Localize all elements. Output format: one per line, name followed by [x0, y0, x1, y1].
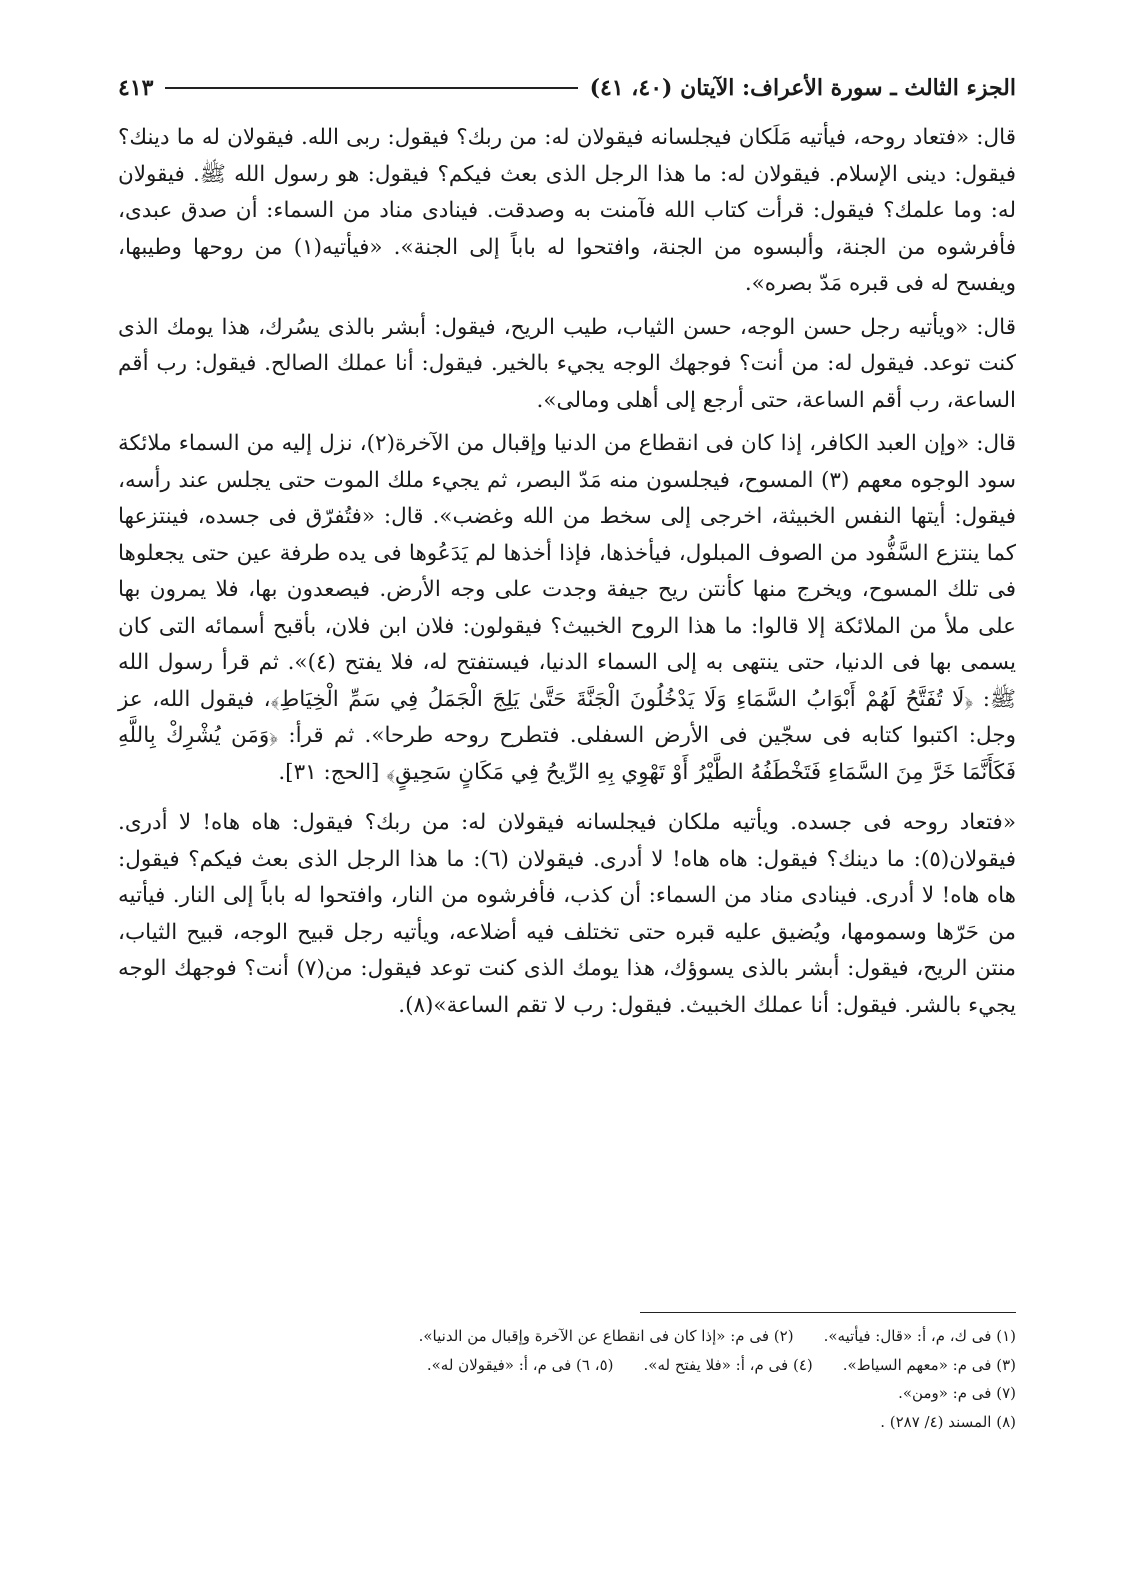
footnote: (١) فى ك، م، أ: «قال: فيأتيه». — [823, 1327, 1016, 1345]
running-title: الجزء الثالث ـ سورة الأعراف: الآيتان (٤٠، ٤١) — [589, 75, 1016, 101]
header-rule — [165, 87, 577, 89]
footnote: (٢) فى م: «إذا كان فى انقطاع عن الآخرة وإقبال من الدنيا». — [418, 1327, 794, 1345]
running-header — [118, 70, 1016, 106]
footnote: (٥، ٦) فى م، أ: «فيقولان له». — [426, 1355, 614, 1374]
paragraph: قال: «فتعاد روحه، فيأتيه مَلَكان فيجلسانه فيقولان له: من ربك؟ فيقول: ربى الله. فيقولان له ما دينك؟ فيقول: دينى الإسلام. فيقولان له: ما هذا الرجل الذى بعث فيكم؟ فيقول: هو رسول الله ﷺ. فيقولان له: وما علمك؟ فيقول: قرأت كتاب الله فآمنت به وصدقت. فينادى مناد من السماء: أن صدق عبدى، فأفرشوه من الجنة، وألبسوه من الجنة، وافتحوا له باباً إلى الجنة». «فيأتيه(١) من روحها وطيبها، ويفسح له فى قبره مَدّ بصره». — [118, 125, 1016, 296]
footnote: (٨) المسند (٤/ ٢٨٧) . — [880, 1412, 1016, 1431]
paragraph: «فتعاد روحه فى جسده. ويأتيه ملكان فيجلسانه فيقولان له: من ربك؟ فيقول: هاه هاه! لا أدرى. فيقولان(٥): ما دينك؟ فيقول: هاه هاه! لا أدرى. فيقولان (٦): ما هذا الرجل الذى بعث فيكم؟ فيقول: هاه هاه! لا أدرى. فينادى مناد من السماء: أن كذب، فأفرشوه من النار، وافتحوا له باباً إلى النار. فيأتيه من حَرّها وسمومها، ويُضيق عليه قبره حتى تختلف فيه أضلاعه، ويأتيه رجل قبيح الوجه، قبيح الثياب، منتن الريح، فيقول: أبشر بالذى يسوؤك، هذا يومك الذى كنت توعد فيقول: من(٧) أنت؟ فوجهك الوجه يجيء بالشر. فيقول: أنا عملك الخبيث. فيقول: رب لا تقم الساعة»(٨). — [118, 810, 1016, 1018]
page-number: ٤١٣ — [118, 75, 154, 101]
paragraph: قال: «ويأتيه رجل حسن الوجه، حسن الثياب، طيب الريح، فيقول: أبشر بالذى يسُرك، هذا يومك الذى كنت توعد. فيقول له: من أنت؟ فوجهك الوجه يجيء بالخير. فيقول: أنا عملك الصالح. فيقول: رب أقم الساعة، رب أقم الساعة، حتى أرجع إلى أهلى ومالى». — [118, 314, 1016, 413]
footnote: (٣) فى م: «معهم السياط». — [842, 1355, 1016, 1374]
footnote: (٤) فى م، أ: «فلا يفتح له». — [643, 1355, 813, 1374]
footnote-row — [118, 1322, 1016, 1351]
footnotes — [118, 1322, 1016, 1436]
footnote-separator — [640, 1312, 1016, 1313]
footnote-row — [118, 1351, 1016, 1380]
paragraph: قال: «وإن العبد الكافر، إذا كان فى انقطاع من الدنيا وإقبال من الآخرة(٢)، نزل إليه من السماء ملائكة سود الوجوه معهم (٣) المسوح، فيجلسون منه مَدّ البصر، ثم يجيء ملك الموت حتى يجلس عند رأسه، فيقول: أيتها النفس الخبيثة، اخرجى إلى سخط من الله وغضب». قال: «فتُفرّق فى جسده، فينتزعها كما ينتزع السَّفُّود من الصوف المبلول، فيأخذها، فإذا أخذها لم يَدَعُوها فى يده طرفة عين حتى يجعلوها فى تلك المسوح، ويخرج منها كأنتن ريح جيفة وجدت على وجه الأرض. فيصعدون بها، فلا يمرون بها على ملأ من الملائكة إلا قالوا: ما هذا الروح الخبيث؟ فيقولون: فلان ابن فلان، بأقبح أسمائه التى كان يسمى بها فى الدنيا، حتى ينتهى به إلى السماء الدنيا، فيستفتح له، فلا يفتح (٤)». ثم قرأ رسول الله ﷺ: ﴿لَا تُفَتَّحُ لَهُمْ أَبْوَابُ السَّمَاءِ وَلَا يَدْخُلُونَ الْجَنَّةَ حَتَّىٰ يَلِجَ الْجَمَلُ فِي سَمِّ الْخِيَاطِ﴾، فيقول الله، عز وجل: اكتبوا كتابه فى سجّين فى الأرض السفلى. فتطرح روحه طرحا». ثم قرأ: ﴿وَمَن يُشْرِكْ بِاللَّهِ فَكَأَنَّمَا خَرَّ مِنَ السَّمَاءِ فَتَخْطَفُهُ الطَّيْرُ أَوْ تَهْوِي بِهِ الرِّيحُ فِي مَكَانٍ سَحِيقٍ﴾ [الحج: ٣١]. — [118, 431, 1016, 785]
footnote-row — [118, 1379, 1016, 1408]
main-text — [118, 120, 1016, 1031]
footnote-row — [118, 1408, 1016, 1437]
footnote: (٧) فى م: «ومن». — [898, 1384, 1016, 1402]
